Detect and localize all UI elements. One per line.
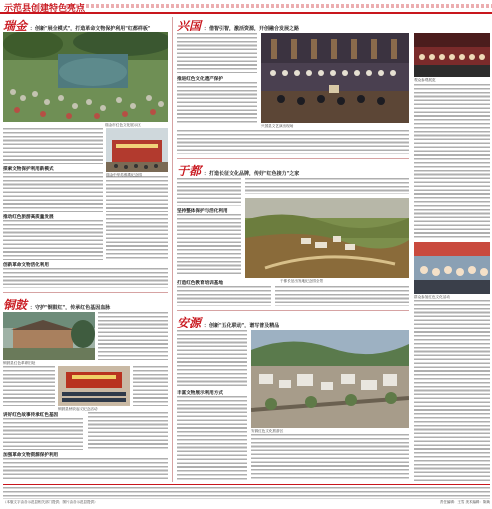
right-text-block-2 — [414, 300, 490, 482]
section-subtitle: ：创新"五化联动"，谱写普及精品 — [204, 323, 280, 328]
section-title: 兴国 — [177, 19, 202, 31]
photo-caption: 铜鼓县红色革命旧址 — [3, 361, 36, 365]
section-xingguo-header — [177, 17, 397, 31]
xingguo-text-block-2 — [177, 82, 257, 124]
section-title: 瑞金 — [3, 19, 28, 31]
footer-text-block — [3, 487, 490, 499]
ruijin-text-block-1 — [3, 128, 103, 164]
photo-caption: 于都长征出发地纪念园全景 — [280, 279, 324, 283]
tonggu-text-block-5 — [88, 412, 168, 450]
right-event-photo — [414, 242, 490, 294]
xingguo-concert-photo — [261, 33, 409, 123]
tonggu-text-block-3 — [133, 366, 168, 406]
footer-rule — [3, 484, 490, 485]
right-performance-photo — [414, 33, 490, 77]
anyuan-town-photo — [251, 330, 409, 428]
section-tonggu-header — [3, 296, 168, 310]
anyuan-text-block-2 — [177, 396, 247, 480]
yudu-text-block-1 — [177, 178, 241, 206]
column-rule — [172, 17, 173, 482]
tonggu-text-block-1 — [98, 312, 168, 360]
tonggu-subhead-2: 加强革命文物资源保护利用 — [3, 453, 59, 458]
anyuan-text-block-1 — [177, 330, 247, 386]
xingguo-text-block-3 — [177, 130, 409, 154]
anyuan-text-block-3 — [251, 434, 409, 480]
section-anyuan-header — [177, 314, 409, 328]
section-title: 安源 — [177, 316, 202, 328]
ruijin-text-block-6 — [3, 268, 168, 288]
yudu-subhead-2: 打造红色教育培训基地 — [177, 281, 223, 286]
ruijin-text-block-2 — [3, 172, 103, 212]
divider — [177, 158, 409, 159]
photo-caption: 瑞金中华苏维埃纪念园 — [106, 173, 142, 177]
yudu-aerial-photo — [245, 198, 409, 278]
ruijin-subhead-1: 探索文物保护利用新模式 — [3, 167, 54, 172]
section-yudu-header — [177, 162, 409, 176]
section-subtitle: ：守护"铜鼓红"，传承红色基因血脉 — [30, 305, 111, 310]
page-title: 示范县创建特色亮点 — [4, 4, 86, 14]
tonggu-text-block-4 — [3, 418, 83, 450]
yudu-text-block-2 — [245, 178, 409, 194]
tonggu-text-block-2 — [3, 366, 55, 406]
footer-credit: （本版文字由各示范县相关部门提供；图片由各示范县提供） — [3, 500, 98, 504]
right-text-block-1 — [414, 84, 490, 238]
xingguo-text-block-1 — [177, 33, 257, 73]
ruijin-subhead-3: 创新革命文物活化利用 — [3, 263, 49, 268]
yudu-subhead-1: 坚持整体保护与活化利用 — [177, 209, 228, 214]
xingguo-subhead-1: 推进红色文化遗产保护 — [177, 77, 223, 82]
section-title: 于都 — [177, 164, 202, 176]
yudu-text-block-4 — [177, 286, 271, 306]
photo-caption: 兴国县文艺演出现场 — [261, 124, 294, 128]
ruijin-memorial-photo — [106, 128, 168, 172]
tonggu-text-block-6 — [3, 458, 168, 480]
tonggu-old-site-photo — [3, 312, 95, 360]
divider — [177, 310, 409, 311]
section-title: 铜鼓 — [3, 298, 28, 310]
footer-editor: 责任编辑：王雪 美术编辑：陈焕 — [439, 500, 490, 504]
ruijin-subhead-2: 推动红色旅游高质量发展 — [3, 215, 54, 220]
photo-caption: 安源红色文化旅游区 — [251, 429, 284, 433]
ruijin-text-block-4 — [3, 220, 103, 260]
divider — [3, 292, 168, 293]
ruijin-text-block-5 — [106, 214, 168, 260]
section-subtitle: ：打造长征文化品牌，传好"红色接力"之家 — [204, 171, 300, 176]
section-subtitle: ：借智引智，激活资源，开创融合发展之路 — [204, 26, 300, 31]
anyuan-subhead-1: 丰富文物展示利用方式 — [177, 391, 223, 396]
photo-caption: 铜鼓县秋收起义纪念活动 — [58, 407, 98, 411]
tonggu-ceremony-photo — [58, 366, 130, 406]
section-ruijin-header — [3, 17, 163, 31]
tonggu-subhead-1: 讲好红色故事传承红色基因 — [3, 413, 59, 418]
photo-caption: 瑞金市红色文化展示区 — [105, 123, 141, 127]
section-subtitle: ：创新"展全模式"，打造革命文物保护利用"红都样板" — [30, 26, 151, 31]
masthead-ornament — [66, 4, 492, 8]
photo-caption: 群众参加红色文化活动 — [414, 295, 450, 299]
yudu-text-block-3 — [177, 214, 241, 276]
ruijin-text-block-3 — [106, 176, 168, 212]
photo-caption: 观众参观展览 — [414, 78, 436, 82]
yudu-text-block-5 — [275, 286, 409, 306]
ruijin-crowd-photo — [3, 32, 168, 122]
